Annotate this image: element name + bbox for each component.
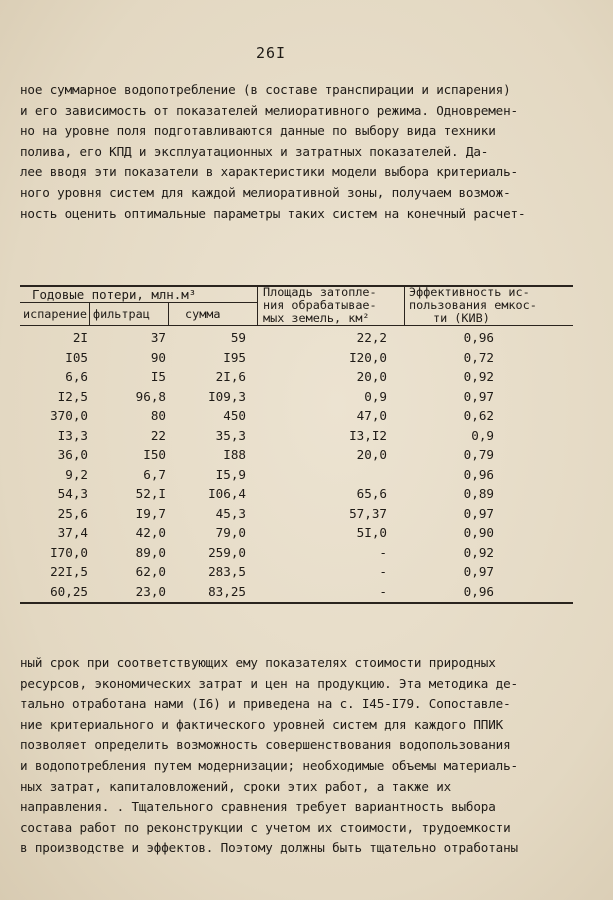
- table-row: [20, 350, 573, 370]
- cell-efficiency: 0,96: [463, 330, 494, 345]
- cell-area: -: [379, 564, 387, 579]
- header-bottom-rule: [20, 325, 573, 326]
- cell-sum: 259,0: [208, 544, 246, 560]
- cell-filtration: I50: [143, 447, 166, 462]
- text-line: состава работ по реконструкции с учетом их стоимости, трудоемкости: [20, 819, 511, 835]
- table-row: [20, 545, 573, 565]
- table-row: [20, 584, 573, 604]
- cell-sum: I5,9: [215, 466, 246, 482]
- bottom-paragraph: [20, 653, 586, 859]
- cell-efficiency: 0,62: [463, 408, 494, 423]
- cell-efficiency: 0,90: [463, 525, 494, 540]
- text-line: позволяет определить возможность совершенствования водопользования: [20, 737, 511, 753]
- text-line: ных затрат, капиталовложений, сроки этих работ, а также их: [20, 778, 452, 794]
- cell-sum: I95: [223, 349, 246, 365]
- cell-sum: 59: [230, 330, 246, 345]
- text-line: в производстве и эффектов. Поэтому должны быть тщательно отработаны: [20, 840, 518, 856]
- cell-filtration: 89,0: [135, 544, 166, 560]
- text-line: лее вводя эти показатели в характеристики модели выбора критериаль-: [20, 164, 518, 180]
- text-line: ние критериального и фактического уровней систем для каждого ППИК: [20, 716, 504, 732]
- table-row: [20, 486, 573, 506]
- cell-area: 5I,0: [356, 525, 387, 540]
- col-header-efficiency-line: Эффективность ис-: [409, 285, 530, 299]
- cell-area: I3,I2: [349, 427, 387, 443]
- cell-evaporation: 60,25: [50, 583, 88, 599]
- cell-sum: 45,3: [215, 505, 246, 521]
- cell-efficiency: 0,97: [463, 564, 494, 579]
- cell-filtration: I9,7: [135, 505, 166, 521]
- cell-area: 47,0: [356, 408, 387, 423]
- text-line: тально отработана нами (I6) и приведена на с. I45-I79. Сопоставле-: [20, 696, 511, 712]
- column-divider: [404, 285, 405, 325]
- col-header-evaporation: испарение: [23, 307, 87, 321]
- col-header-filtration: фильтрац: [93, 307, 150, 321]
- table-row: [20, 330, 573, 350]
- cell-evaporation: 2I: [72, 330, 88, 345]
- top-paragraph: [20, 80, 586, 224]
- cell-efficiency: 0,89: [463, 486, 494, 501]
- cell-filtration: 6,7: [143, 466, 166, 482]
- cell-area: 20,0: [356, 447, 387, 462]
- cell-area: 65,6: [356, 486, 387, 501]
- cell-filtration: 96,8: [135, 388, 166, 404]
- cell-evaporation: I70,0: [50, 544, 88, 560]
- col-header-sum: сумма: [185, 307, 221, 321]
- cell-efficiency: 0,96: [463, 466, 494, 482]
- cell-efficiency: 0,97: [463, 388, 494, 404]
- page-number: 26I: [256, 44, 287, 62]
- cell-area: -: [379, 583, 387, 599]
- cell-efficiency: 0,79: [463, 447, 494, 462]
- cell-area: 0,9: [364, 388, 387, 404]
- table-row: [20, 447, 573, 467]
- text-line: ного уровня систем для каждой мелиоративной зоны, получаем возмож-: [20, 184, 511, 200]
- table-row: [20, 506, 573, 526]
- table-row: [20, 525, 573, 545]
- cell-sum: I88: [223, 447, 246, 462]
- cell-evaporation: I2,5: [57, 388, 88, 404]
- col-header-efficiency-line: ти (КИВ): [433, 311, 490, 325]
- losses-table: [20, 285, 573, 603]
- cell-efficiency: 0,72: [463, 349, 494, 365]
- table-row: [20, 389, 573, 409]
- cell-filtration: 90: [150, 349, 166, 365]
- col-header-efficiency-line: пользования емкос-: [409, 298, 537, 312]
- column-divider: [257, 285, 258, 325]
- cell-sum: I09,3: [208, 388, 246, 404]
- cell-area: -: [379, 544, 387, 560]
- cell-sum: 35,3: [215, 427, 246, 443]
- cell-evaporation: I05: [65, 349, 88, 365]
- text-line: полива, его КПД и эксплуатационных и затратных показателей. Да-: [20, 143, 489, 159]
- table-row: [20, 369, 573, 389]
- cell-filtration: 42,0: [135, 525, 166, 540]
- text-line: ность оценить оптимальные параметры таких систем на конечный расчет-: [20, 205, 526, 221]
- cell-sum: 283,5: [208, 564, 246, 579]
- cell-evaporation: I3,3: [57, 427, 88, 443]
- group-header: Годовые потери, млн.м³: [32, 287, 197, 302]
- cell-area: 57,37: [349, 505, 387, 521]
- cell-sum: 2I,6: [215, 369, 246, 384]
- cell-filtration: 52,I: [135, 486, 166, 501]
- cell-evaporation: 370,0: [50, 408, 88, 423]
- cell-area: I20,0: [349, 349, 387, 365]
- col-header-area-line: мых земель, км²: [263, 311, 370, 325]
- cell-filtration: 37: [150, 330, 166, 345]
- cell-efficiency: 0,96: [463, 583, 494, 599]
- column-divider: [168, 303, 169, 325]
- cell-efficiency: 0,92: [463, 369, 494, 384]
- group-header-rule: [20, 302, 257, 303]
- cell-filtration: 22: [150, 427, 166, 443]
- table-row: [20, 467, 573, 487]
- cell-evaporation: 6,6: [65, 369, 88, 384]
- cell-area: 22,2: [356, 330, 387, 345]
- text-line: и его зависимость от показателей мелиоративного режима. Одновремен-: [20, 102, 518, 118]
- text-line: ное суммарное водопотребление (в составе транспирации и испарения): [20, 82, 511, 97]
- text-line: ный срок при соответствующих ему показателях стоимости природных: [20, 655, 496, 670]
- text-line: ресурсов, экономических затрат и цен на продукцию. Эта методика де-: [20, 675, 518, 691]
- column-divider: [89, 303, 90, 325]
- cell-evaporation: 54,3: [57, 486, 88, 501]
- cell-sum: I06,4: [208, 486, 246, 501]
- col-header-area-line: ния обрабатывае-: [263, 298, 377, 312]
- cell-efficiency: 0,9: [471, 427, 494, 443]
- table-row: [20, 408, 573, 428]
- cell-filtration: 62,0: [135, 564, 166, 579]
- text-line: направления. . Тщательного сравнения требует вариантность выбора: [20, 799, 496, 815]
- cell-filtration: 80: [150, 408, 166, 423]
- table-row: [20, 564, 573, 584]
- text-line: и водопотребления путем модернизации; необходимые объемы материаль-: [20, 757, 518, 773]
- cell-evaporation: 37,4: [57, 525, 88, 540]
- col-header-area-line: Площадь затопле-: [263, 285, 377, 299]
- table-row: [20, 428, 573, 448]
- cell-filtration: 23,0: [135, 583, 166, 599]
- text-line: но на уровне поля подготавливаются данные по выбору вида техники: [20, 123, 496, 139]
- cell-sum: 450: [223, 408, 246, 423]
- cell-area: 20,0: [356, 369, 387, 384]
- cell-efficiency: 0,92: [463, 544, 494, 560]
- cell-filtration: I5: [150, 369, 166, 384]
- cell-evaporation: 25,6: [57, 505, 88, 521]
- cell-efficiency: 0,97: [463, 505, 494, 521]
- cell-sum: 83,25: [208, 583, 246, 599]
- cell-evaporation: 36,0: [57, 447, 88, 462]
- cell-sum: 79,0: [215, 525, 246, 540]
- cell-evaporation: 22I,5: [50, 564, 88, 579]
- cell-evaporation: 9,2: [65, 466, 88, 482]
